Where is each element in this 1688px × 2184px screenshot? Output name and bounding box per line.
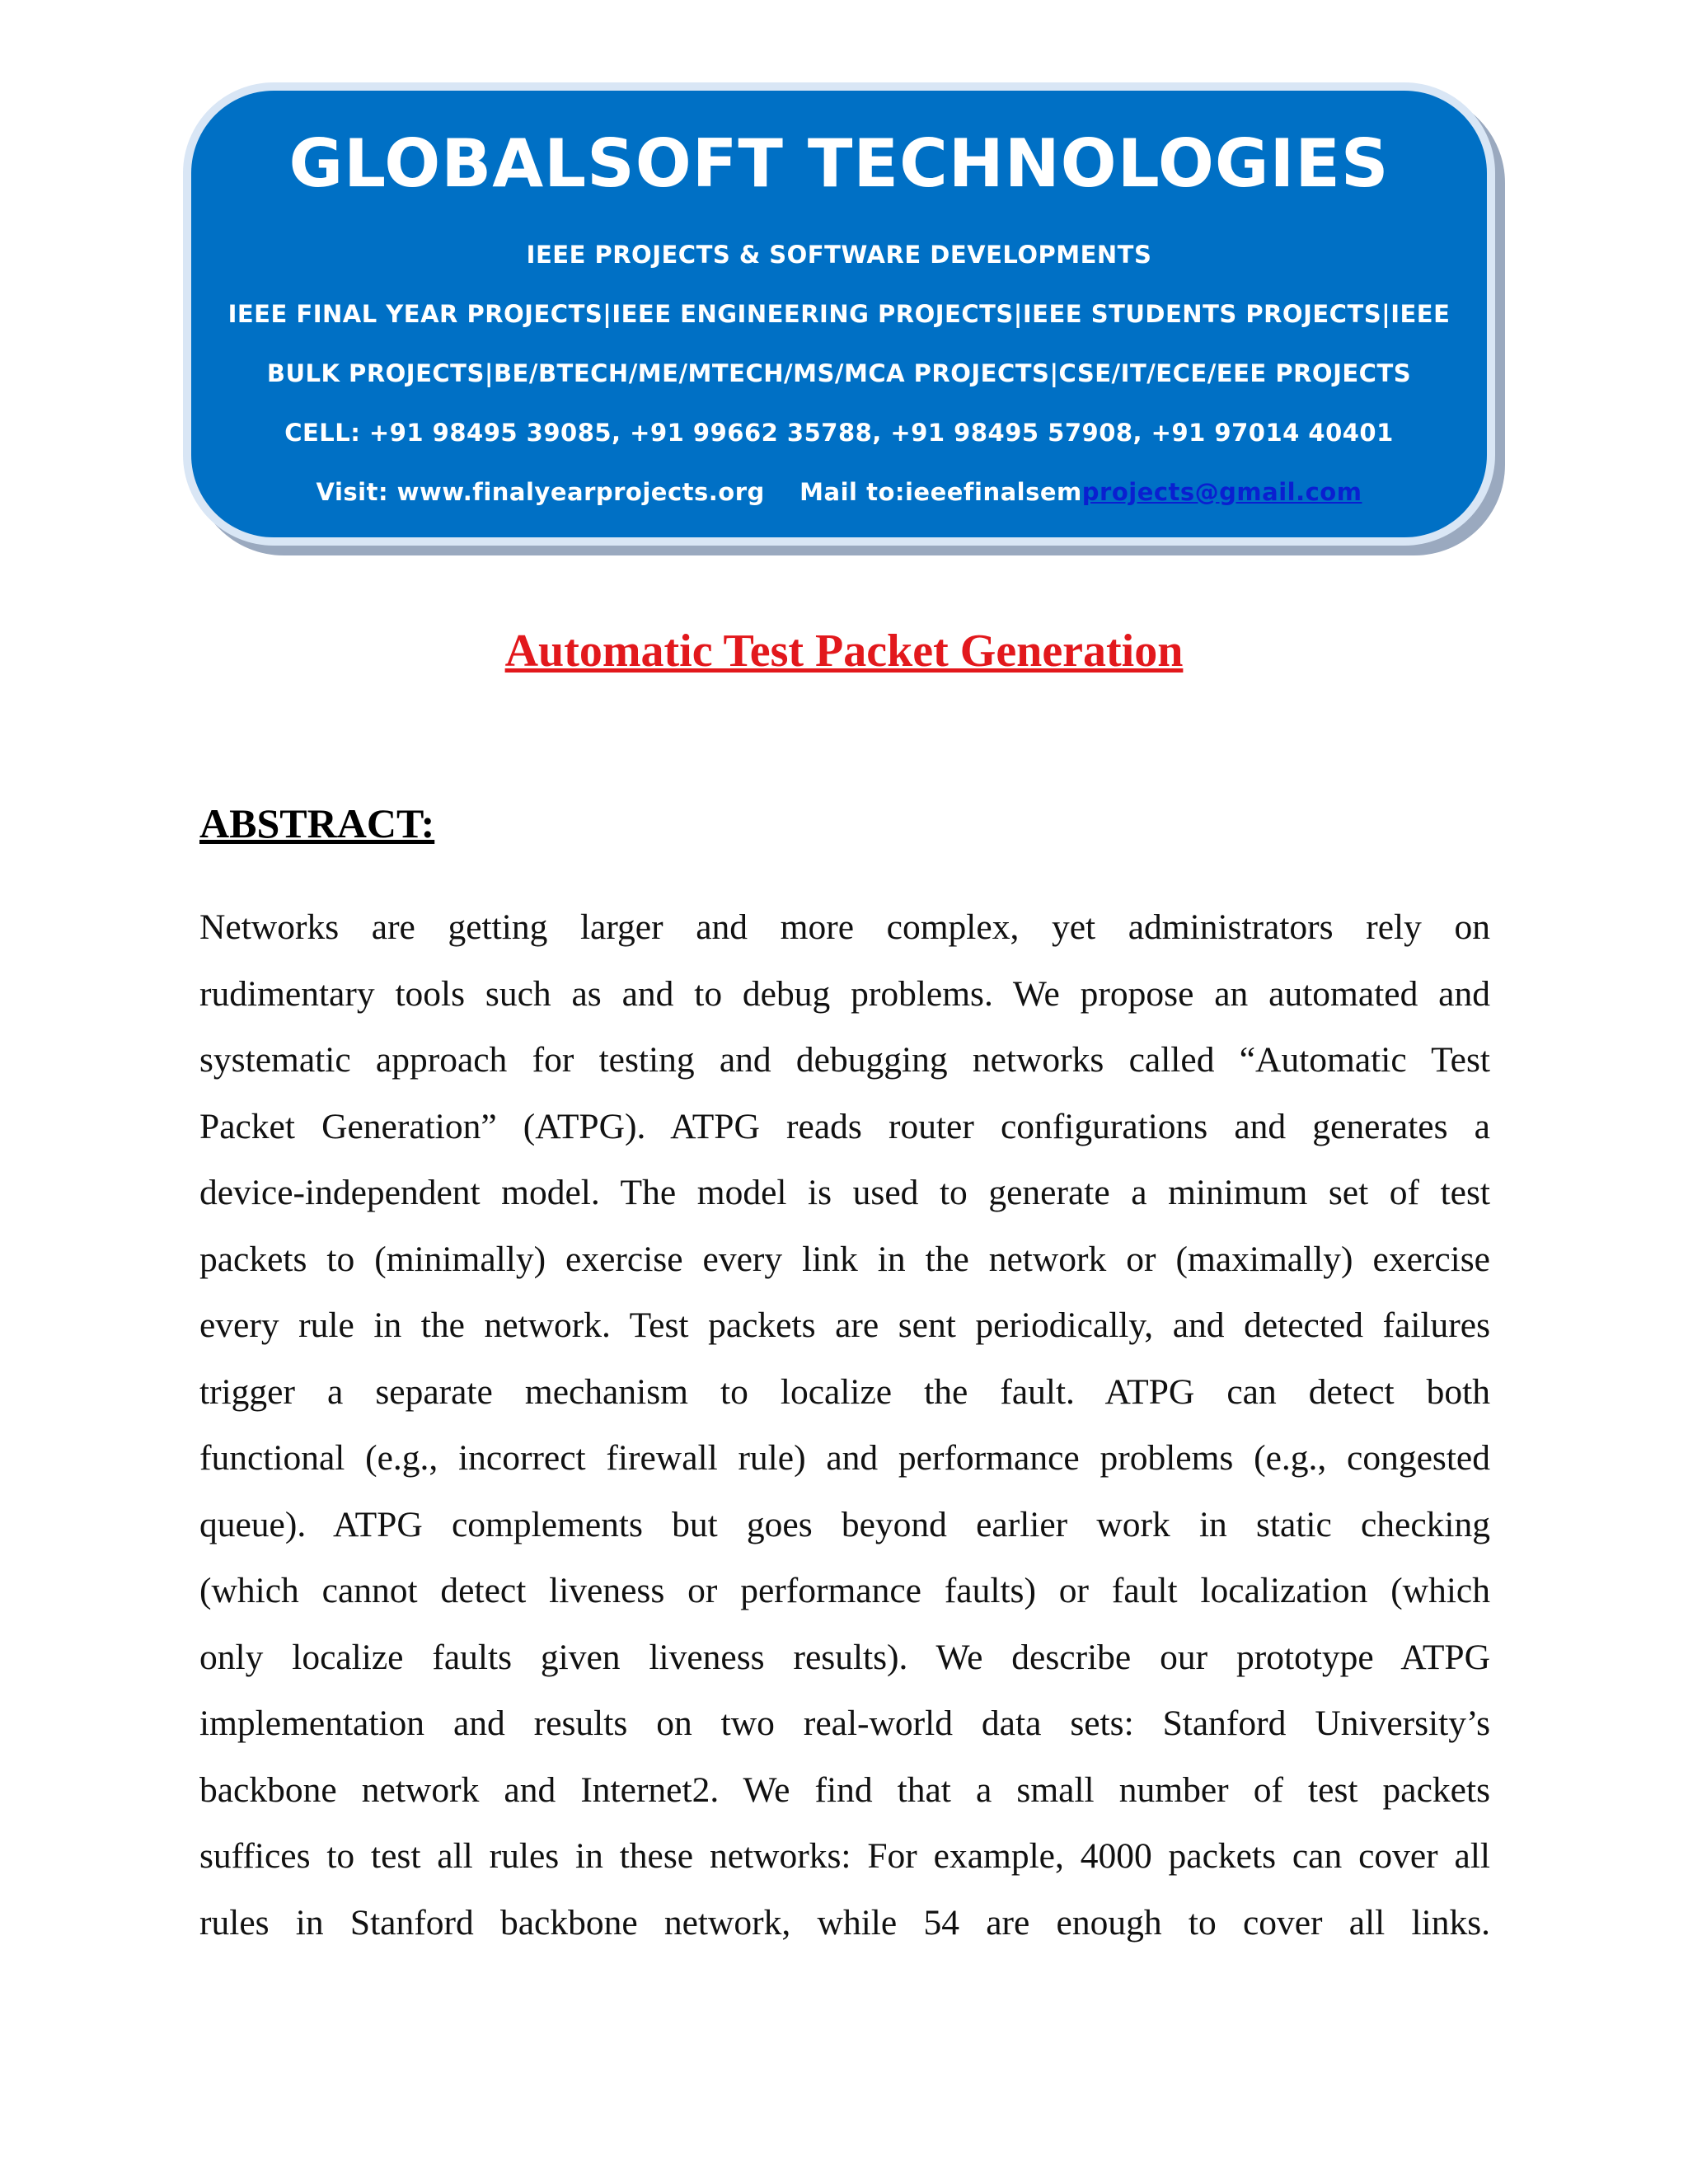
- email-link[interactable]: projects@gmail.com: [1081, 478, 1362, 506]
- website-text: Visit: www.finalyearprojects.org: [316, 478, 765, 506]
- abstract-line: only localize faults given liveness results). We describe our prototype ATPG: [199, 1637, 1490, 1677]
- contact-phone-numbers: CELL: +91 98495 39085, +91 99662 35788, +91 98495 57908, +91 97014 40401: [284, 419, 1394, 447]
- abstract-heading: ABSTRACT:: [199, 800, 435, 846]
- project-categories-line-1: IEEE FINAL YEAR PROJECTS|IEEE ENGINEERING PROJECTS|IEEE STUDENTS PROJECTS|IEEE: [227, 300, 1451, 328]
- abstract-line: queue). ATPG complements but goes beyond earlier work in static checking: [199, 1504, 1490, 1544]
- document-title: Automatic Test Packet Generation: [504, 626, 1184, 677]
- company-tagline: IEEE PROJECTS & SOFTWARE DEVELOPMENTS: [526, 241, 1152, 269]
- project-categories-line-2: BULK PROJECTS|BE/BTECH/ME/MTECH/MS/MCA PROJECTS|CSE/IT/ECE/EEE PROJECTS: [266, 359, 1412, 387]
- company-name: GLOBALSOFT TECHNOLOGIES: [288, 125, 1390, 202]
- abstract-body: [199, 894, 1490, 1956]
- abstract-line: Packet Generation” (ATPG). ATPG reads router configurations and generates a: [199, 1106, 1490, 1146]
- abstract-line: (which cannot detect liveness or performance faults) or fault localization (which: [199, 1571, 1490, 1610]
- abstract-line: implementation and results on two real-world data sets: Stanford University’s: [199, 1704, 1490, 1743]
- abstract-line: backbone network and Internet2. We find that a small number of test packets: [199, 1769, 1490, 1810]
- abstract-line: rudimentary tools such as and to debug problems. We propose an automated and: [199, 973, 1490, 1014]
- abstract-line: every rule in the network. Test packets are sent periodically, and detected failures: [199, 1305, 1490, 1345]
- contact-web-and-mail: [191, 478, 1487, 506]
- abstract-line: device-independent model. The model is used to generate a minimum set of test: [199, 1173, 1490, 1212]
- abstract-line: functional (e.g., incorrect firewall rule) and performance problems (e.g., congested: [199, 1438, 1490, 1478]
- abstract-line: trigger a separate mechanism to localize the fault. ATPG can detect both: [199, 1371, 1490, 1412]
- abstract-line: packets to (minimally) exercise every link in the network or (maximally) exercise: [199, 1239, 1490, 1279]
- abstract-line: rules in Stanford backbone network, while 54 are enough to cover all links.: [199, 1902, 1490, 1943]
- abstract-line: systematic approach for testing and debugging networks called “Automatic Test: [199, 1040, 1490, 1080]
- company-banner: [183, 82, 1495, 546]
- abstract-line: Networks are getting larger and more complex, yet administrators rely on: [199, 907, 1490, 947]
- abstract-line: suffices to test all rules in these networks: For example, 4000 packets can cover all: [199, 1836, 1490, 1876]
- mail-prefix-text: Mail to:ieeefinalsem: [799, 478, 1082, 506]
- company-banner-panel: [191, 91, 1487, 537]
